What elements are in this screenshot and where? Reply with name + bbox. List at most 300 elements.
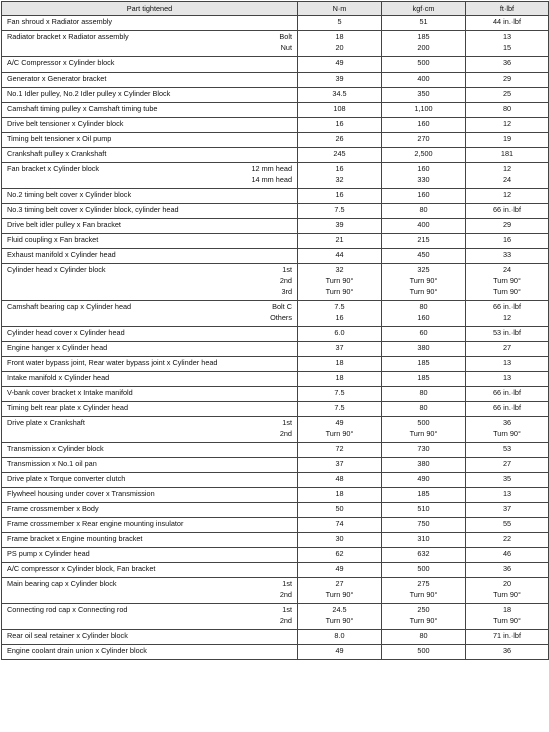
part-cell [2, 148, 298, 163]
part-cell [2, 443, 298, 458]
table-row [2, 533, 549, 548]
torque-value: 36 [502, 564, 512, 573]
ftlbf-cell [466, 189, 549, 204]
ftlbf-cell [466, 103, 549, 118]
torque-value: 18 [335, 32, 344, 41]
table-row [2, 57, 549, 73]
nm-cell [298, 57, 382, 73]
torque-value: 80 [419, 631, 428, 640]
part-name: Rear oil seal retainer x Cylinder block [7, 631, 128, 640]
torque-value: 36 [502, 58, 512, 67]
part-cell [2, 189, 298, 204]
kgfcm-cell [382, 458, 466, 473]
torque-value: Turn 90° [493, 429, 521, 438]
nm-cell [298, 548, 382, 563]
nm-cell [298, 503, 382, 518]
table-row [2, 402, 549, 417]
table-row [2, 503, 549, 518]
ftlbf-cell [466, 488, 549, 503]
table-row [2, 73, 549, 88]
part-cell [2, 387, 298, 402]
kgfcm-cell [382, 57, 466, 73]
kgfcm-cell [382, 327, 466, 342]
torque-value: 8.0 [334, 631, 345, 640]
torque-value: 13 [502, 32, 512, 41]
kgfcm-cell [382, 219, 466, 234]
table-row [2, 473, 549, 488]
part-name: Front water bypass joint, Rear water bypass joint x Cylinder head [7, 358, 218, 367]
part-name: Timing belt tensioner x Oil pump [7, 134, 112, 143]
ftlbf-cell [466, 301, 549, 327]
torque-value: 185 [417, 32, 430, 41]
torque-value: 66 in.·lbf [493, 388, 521, 397]
part-name: Fan shroud x Radiator assembly [7, 17, 113, 26]
torque-value: Turn 90° [409, 590, 438, 599]
ftlbf-cell [466, 234, 549, 249]
table-row [2, 327, 549, 342]
nm-cell [298, 578, 382, 604]
torque-value: 34.5 [332, 89, 347, 98]
part-name: Generator x Generator bracket [7, 74, 107, 83]
part-name: Transmission x Cylinder block [7, 444, 104, 453]
torque-value: 49 [335, 646, 344, 655]
torque-value: 1,100 [414, 104, 433, 113]
part-cell [2, 73, 298, 88]
torque-value: 632 [417, 549, 430, 558]
table-row [2, 630, 549, 645]
kgfcm-cell [382, 503, 466, 518]
torque-value: 36 [502, 646, 512, 655]
torque-value: 185 [417, 373, 430, 382]
nm-cell [298, 387, 382, 402]
torque-value: 275 [417, 579, 430, 588]
ftlbf-cell [466, 548, 549, 563]
torque-value: 12 [502, 190, 512, 199]
part-cell [2, 563, 298, 578]
nm-cell [298, 16, 382, 31]
torque-value: 50 [335, 504, 344, 513]
nm-cell [298, 645, 382, 660]
sub-condition: 1st [282, 605, 292, 614]
torque-value: Turn 90° [325, 276, 354, 285]
part-cell [2, 249, 298, 264]
kgfcm-cell [382, 604, 466, 630]
ftlbf-cell [466, 645, 549, 660]
kgfcm-cell [382, 163, 466, 189]
torque-value: Turn 90° [409, 429, 438, 438]
torque-value: 400 [417, 74, 430, 83]
torque-value: 49 [335, 564, 344, 573]
kgfcm-cell [382, 189, 466, 204]
nm-cell [298, 563, 382, 578]
torque-value: Turn 90° [325, 616, 354, 625]
torque-value: 13 [502, 358, 512, 367]
part-cell [2, 402, 298, 417]
part-name: Camshaft bearing cap x Cylinder head [7, 302, 132, 311]
part-cell [2, 604, 298, 630]
kgfcm-cell [382, 548, 466, 563]
ftlbf-cell [466, 264, 549, 301]
torque-value: 36 [502, 418, 512, 427]
nm-cell [298, 163, 382, 189]
table-header-row [2, 2, 549, 16]
ftlbf-cell [466, 387, 549, 402]
sub-condition: Bolt C [272, 302, 292, 311]
torque-value: Turn 90° [325, 287, 354, 296]
torque-value: 16 [502, 235, 512, 244]
torque-value: 24 [502, 175, 512, 184]
kgfcm-cell [382, 488, 466, 503]
part-cell [2, 458, 298, 473]
part-name: No.1 Idler pulley, No.2 Idler pulley x Cylinder Block [7, 89, 171, 98]
kgfcm-cell [382, 443, 466, 458]
part-name: Drive plate x Torque converter clutch [7, 474, 126, 483]
part-name: A/C Compressor x Cylinder block [7, 58, 115, 67]
torque-value: 60 [419, 328, 428, 337]
part-cell [2, 578, 298, 604]
nm-cell [298, 533, 382, 548]
part-cell [2, 16, 298, 31]
nm-cell [298, 518, 382, 533]
kgfcm-cell [382, 133, 466, 148]
nm-cell [298, 264, 382, 301]
torque-value: 5 [337, 17, 342, 26]
torque-value: 160 [417, 119, 430, 128]
torque-value: 7.5 [334, 205, 345, 214]
part-name: Crankshaft pulley x Crankshaft [7, 149, 107, 158]
torque-value: 74 [335, 519, 344, 528]
torque-value: 500 [417, 58, 430, 67]
torque-value: 62 [335, 549, 344, 558]
table-body [2, 16, 549, 660]
table-row [2, 204, 549, 219]
kgfcm-cell [382, 402, 466, 417]
part-name: Engine hanger x Cylinder head [7, 343, 108, 352]
kgfcm-cell [382, 234, 466, 249]
ftlbf-cell [466, 204, 549, 219]
ftlbf-cell [466, 163, 549, 189]
kgfcm-cell [382, 357, 466, 372]
sub-condition: 2nd [279, 616, 292, 625]
table-row [2, 578, 549, 604]
table-row [2, 342, 549, 357]
part-name: Fan bracket x Cylinder block [7, 164, 100, 173]
torque-value: 108 [333, 104, 346, 113]
sub-condition: 2nd [279, 276, 292, 285]
kgfcm-cell [382, 249, 466, 264]
part-cell [2, 645, 298, 660]
ftlbf-cell [466, 327, 549, 342]
torque-value: 12 [502, 119, 512, 128]
torque-value: 7.5 [334, 403, 345, 412]
torque-value: 250 [417, 605, 430, 614]
torque-value: 510 [417, 504, 430, 513]
kgfcm-cell [382, 518, 466, 533]
ftlbf-cell [466, 578, 549, 604]
nm-cell [298, 402, 382, 417]
table-row [2, 645, 549, 660]
torque-value: 20 [335, 43, 344, 52]
part-name: Drive belt idler pulley x Fan bracket [7, 220, 121, 229]
torque-value: 7.5 [334, 388, 345, 397]
part-name: Exhaust manifold x Cylinder head [7, 250, 116, 259]
ftlbf-cell [466, 219, 549, 234]
ftlbf-cell [466, 604, 549, 630]
nm-cell [298, 219, 382, 234]
torque-value: 330 [417, 175, 430, 184]
nm-cell [298, 417, 382, 443]
torque-value: 25 [502, 89, 512, 98]
sub-condition: 14 mm head [251, 175, 292, 184]
sub-condition: Others [270, 313, 292, 322]
torque-value: 32 [335, 175, 344, 184]
torque-value: 66 in.·lbf [493, 205, 521, 214]
table-row [2, 548, 549, 563]
sub-condition: 1st [282, 418, 292, 427]
torque-value: 16 [335, 119, 344, 128]
ftlbf-cell [466, 503, 549, 518]
torque-value: Turn 90° [325, 429, 354, 438]
torque-value: 18 [502, 605, 512, 614]
torque-value: 27 [502, 459, 512, 468]
column-header-nm: N·m [298, 2, 382, 16]
ftlbf-cell [466, 372, 549, 387]
torque-value: 13 [502, 373, 512, 382]
torque-value: Turn 90° [493, 287, 521, 296]
part-name: Transmission x No.1 oil pan [7, 459, 97, 468]
torque-value: 500 [417, 418, 430, 427]
table-row [2, 417, 549, 443]
part-name: Timing belt rear plate x Cylinder head [7, 403, 128, 412]
torque-value: 80 [419, 388, 428, 397]
torque-value: 2,500 [414, 149, 433, 158]
part-name: A/C compressor x Cylinder block, Fan bracket [7, 564, 156, 573]
table-row [2, 301, 549, 327]
torque-value: 21 [335, 235, 344, 244]
column-header-part: Part tightened [2, 2, 298, 16]
ftlbf-cell [466, 417, 549, 443]
torque-value: 71 in.·lbf [493, 631, 521, 640]
nm-cell [298, 103, 382, 118]
nm-cell [298, 189, 382, 204]
torque-value: 12 [502, 164, 512, 173]
torque-value: 16 [335, 190, 344, 199]
torque-value: 48 [335, 474, 344, 483]
part-name: Camshaft timing pulley x Camshaft timing tube [7, 104, 158, 113]
torque-value: 750 [417, 519, 430, 528]
torque-value: 270 [417, 134, 430, 143]
part-name: Frame crossmember x Body [7, 504, 99, 513]
torque-value: 730 [417, 444, 430, 453]
torque-value: 18 [335, 489, 344, 498]
part-cell [2, 327, 298, 342]
table-row [2, 563, 549, 578]
torque-value: 35 [502, 474, 512, 483]
nm-cell [298, 473, 382, 488]
ftlbf-cell [466, 73, 549, 88]
table-row [2, 88, 549, 103]
part-name: Drive belt tensioner x Cylinder block [7, 119, 124, 128]
torque-value: 30 [335, 534, 344, 543]
kgfcm-cell [382, 387, 466, 402]
torque-value: 53 [502, 444, 512, 453]
part-cell [2, 417, 298, 443]
part-cell [2, 473, 298, 488]
sub-condition: 2nd [279, 429, 292, 438]
table-row [2, 458, 549, 473]
part-name: Cylinder head cover x Cylinder head [7, 328, 125, 337]
table-row [2, 189, 549, 204]
torque-value: Turn 90° [493, 616, 521, 625]
table-row [2, 234, 549, 249]
torque-value: 32 [335, 265, 344, 274]
part-cell [2, 372, 298, 387]
torque-value: 325 [417, 265, 430, 274]
part-cell [2, 533, 298, 548]
ftlbf-cell [466, 473, 549, 488]
part-name: Main bearing cap x Cylinder block [7, 579, 117, 588]
kgfcm-cell [382, 417, 466, 443]
sub-condition: 2nd [279, 590, 292, 599]
nm-cell [298, 204, 382, 219]
kgfcm-cell [382, 578, 466, 604]
ftlbf-cell [466, 402, 549, 417]
kgfcm-cell [382, 342, 466, 357]
torque-value: 215 [417, 235, 430, 244]
table-row [2, 163, 549, 189]
ftlbf-cell [466, 249, 549, 264]
part-name: Drive plate x Crankshaft [7, 418, 85, 427]
kgfcm-cell [382, 645, 466, 660]
table-row [2, 118, 549, 133]
nm-cell [298, 31, 382, 57]
torque-value: 19 [502, 134, 512, 143]
kgfcm-cell [382, 473, 466, 488]
part-cell [2, 88, 298, 103]
sub-condition: 1st [282, 265, 292, 274]
ftlbf-cell [466, 148, 549, 163]
torque-value: 39 [335, 220, 344, 229]
nm-cell [298, 488, 382, 503]
kgfcm-cell [382, 533, 466, 548]
ftlbf-cell [466, 630, 549, 645]
torque-value: 160 [417, 164, 430, 173]
torque-value: 33 [502, 250, 512, 259]
ftlbf-cell [466, 458, 549, 473]
torque-value: 44 in.·lbf [493, 17, 521, 26]
torque-value: 18 [335, 358, 344, 367]
torque-value: 37 [502, 504, 512, 513]
torque-value: 16 [335, 164, 344, 173]
part-cell [2, 163, 298, 189]
torque-value: 80 [419, 205, 428, 214]
torque-value: 80 [419, 302, 428, 311]
torque-value: 7.5 [334, 302, 345, 311]
column-header-kgfcm: kgf·cm [382, 2, 466, 16]
ftlbf-cell [466, 357, 549, 372]
part-name: Fluid coupling x Fan bracket [7, 235, 99, 244]
part-name: No.2 timing belt cover x Cylinder block [7, 190, 132, 199]
nm-cell [298, 249, 382, 264]
part-cell [2, 31, 298, 57]
torque-value: 18 [335, 373, 344, 382]
part-cell [2, 118, 298, 133]
torque-value: 500 [417, 564, 430, 573]
sub-condition: 12 mm head [251, 164, 292, 173]
kgfcm-cell [382, 88, 466, 103]
nm-cell [298, 301, 382, 327]
table-row [2, 357, 549, 372]
nm-cell [298, 357, 382, 372]
ftlbf-cell [466, 342, 549, 357]
torque-value: 13 [502, 489, 512, 498]
ftlbf-cell [466, 563, 549, 578]
torque-value: 450 [417, 250, 430, 259]
torque-value: 16 [335, 313, 344, 322]
torque-value: 24 [502, 265, 512, 274]
part-cell [2, 57, 298, 73]
part-name: No.3 timing belt cover x Cylinder block, cylinder head [7, 205, 179, 214]
part-name: PS pump x Cylinder head [7, 549, 90, 558]
table-row [2, 103, 549, 118]
torque-value: Turn 90° [409, 276, 438, 285]
nm-cell [298, 327, 382, 342]
torque-value: Turn 90° [409, 616, 438, 625]
nm-cell [298, 443, 382, 458]
torque-value: 39 [335, 74, 344, 83]
torque-value: 380 [417, 343, 430, 352]
ftlbf-cell [466, 443, 549, 458]
nm-cell [298, 604, 382, 630]
column-header-ftlbf: ft·lbf [466, 2, 549, 16]
part-cell [2, 234, 298, 249]
torque-value: 22 [502, 534, 512, 543]
torque-value: Turn 90° [325, 590, 354, 599]
table-row [2, 604, 549, 630]
nm-cell [298, 458, 382, 473]
nm-cell [298, 630, 382, 645]
part-name: Intake manifold x Cylinder head [7, 373, 110, 382]
torque-value: 185 [417, 489, 430, 498]
kgfcm-cell [382, 16, 466, 31]
kgfcm-cell [382, 148, 466, 163]
kgfcm-cell [382, 264, 466, 301]
table-row [2, 249, 549, 264]
torque-value: 490 [417, 474, 430, 483]
sub-condition: Nut [280, 43, 292, 52]
kgfcm-cell [382, 73, 466, 88]
torque-value: Turn 90° [493, 276, 521, 285]
part-cell [2, 488, 298, 503]
sub-condition: Bolt [279, 32, 292, 41]
torque-value: 310 [417, 534, 430, 543]
part-name: Radiator bracket x Radiator assembly [7, 32, 129, 41]
torque-value: 49 [335, 58, 344, 67]
torque-value: 245 [333, 149, 346, 158]
torque-value: 27 [502, 343, 512, 352]
nm-cell [298, 133, 382, 148]
kgfcm-cell [382, 563, 466, 578]
torque-value: 26 [335, 134, 344, 143]
ftlbf-cell [466, 16, 549, 31]
kgfcm-cell [382, 204, 466, 219]
nm-cell [298, 73, 382, 88]
part-name: Flywheel housing under cover x Transmission [7, 489, 155, 498]
torque-value: 66 in.·lbf [493, 403, 521, 412]
ftlbf-cell [466, 57, 549, 73]
table-row [2, 488, 549, 503]
part-cell [2, 301, 298, 327]
